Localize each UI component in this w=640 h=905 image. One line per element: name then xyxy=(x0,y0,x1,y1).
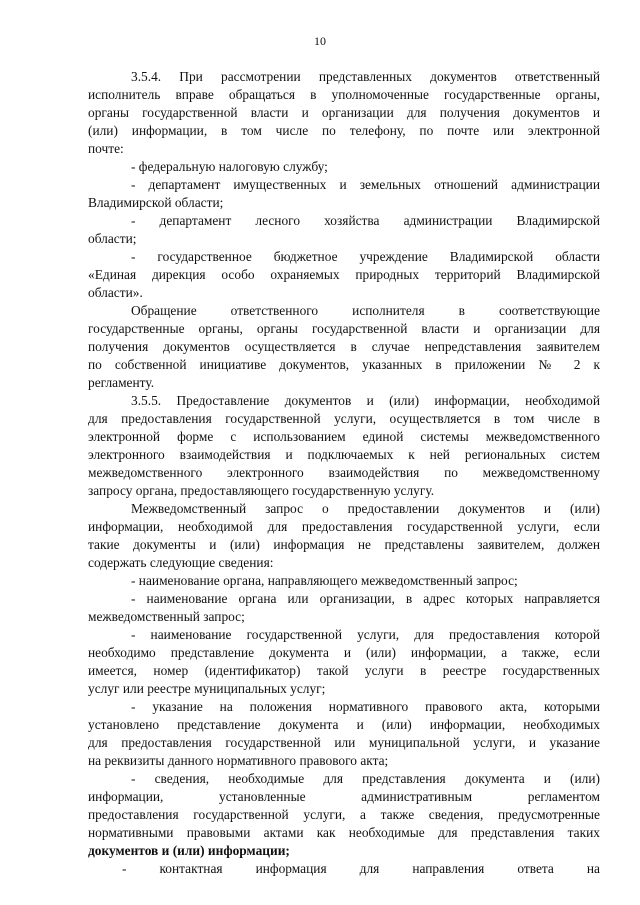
text-line: получения документов осуществляется в случае непредставления заявителем xyxy=(88,339,600,354)
text-line: области; xyxy=(88,231,137,246)
text-line: органы государственной власти и организации для получения документов и xyxy=(88,105,600,120)
text-line: установлено представление документа и (или) информации, необходимых xyxy=(88,717,600,732)
text-line: документов и (или) информации; xyxy=(88,843,290,858)
text-line: для предоставления государственной или муниципальной услуги, и указание xyxy=(88,735,600,750)
text-line: «Единая дирекция особо охраняемых природных территорий Владимирской xyxy=(88,267,600,282)
text-line: информации, необходимой для предоставления государственной услуги, если xyxy=(88,519,600,534)
text-line: по собственной инициативе документов, указанных в приложении № 2 к xyxy=(88,357,600,372)
text-line: - государственное бюджетное учреждение Владимирской области xyxy=(131,249,600,264)
text-line: государственные органы, органы государственной власти и организации для xyxy=(88,321,600,336)
text-line: электронного взаимодействия и подключаемых к ней региональных систем xyxy=(88,447,600,462)
page-number: 10 xyxy=(314,34,326,48)
text-line: 3.5.4. При рассмотрении представленных документов ответственный xyxy=(131,69,600,84)
text-line: такие документы и (или) информация не представлены заявителем, должен xyxy=(88,537,600,552)
text-line: - наименование органа или организации, в адрес которых направляется xyxy=(131,591,600,606)
text-line: области». xyxy=(88,285,143,300)
text-line: - указание на положения нормативного правового акта, которыми xyxy=(131,699,600,714)
text-line: услуг или реестре муниципальных услуг; xyxy=(88,681,326,696)
text-line: (или) информации, в том числе по телефону, по почте или электронной xyxy=(88,123,600,138)
text-line: почте: xyxy=(88,141,124,156)
text-line: запросу органа, предоставляющего государственную услугу. xyxy=(88,483,435,498)
text-line: - департамент имущественных и земельных отношений администрации xyxy=(131,177,600,192)
text-line: информации, установленные административным регламентом xyxy=(88,789,600,804)
text-line: Обращение ответственного исполнителя в соответствующие xyxy=(131,303,600,318)
text-line: электронной форме с использованием единой системы межведомственного xyxy=(88,429,600,444)
text-line: межведомственного электронного взаимодействия по межведомственному xyxy=(88,465,600,480)
text-line: имеется, номер (идентификатор) такой услуги в реестре государственных xyxy=(88,663,600,678)
text-line: - наименование органа, направляющего межведомственный запрос; xyxy=(131,573,518,588)
text-line: - федеральную налоговую службу; xyxy=(131,159,328,174)
text-line: Владимирской области; xyxy=(88,195,224,210)
text-line: для предоставления государственной услуги, осуществляется в том числе в xyxy=(88,411,600,426)
text-line: 3.5.5. Предоставление документов и (или) информации, необходимой xyxy=(131,393,600,408)
text-line: необходимо представление документа и (или) информации, а также, если xyxy=(88,645,600,660)
text-line: межведомственный запрос; xyxy=(88,609,245,624)
text-line: содержать следующие сведения: xyxy=(88,555,274,570)
text-line: - контактная информация для направления ответа на xyxy=(122,861,600,876)
text-line: - наименование государственной услуги, для предоставления которой xyxy=(131,627,600,642)
text-line: исполнитель вправе обращаться в уполномоченные государственные органы, xyxy=(88,87,600,102)
text-line: регламенту. xyxy=(88,375,155,390)
text-line: предоставления государственной услуги, а также сведения, предусмотренные xyxy=(88,807,600,822)
text-line: на реквизиты данного нормативного правового акта; xyxy=(88,753,389,768)
text-line: - департамент лесного хозяйства администрации Владимирской xyxy=(131,213,600,228)
text-line: - сведения, необходимые для представления документа и (или) xyxy=(131,771,600,786)
text-line: нормативными правовыми актами как необходимые для представления таких xyxy=(88,825,600,840)
text-line: Межведомственный запрос о предоставлении документов и (или) xyxy=(131,501,600,516)
